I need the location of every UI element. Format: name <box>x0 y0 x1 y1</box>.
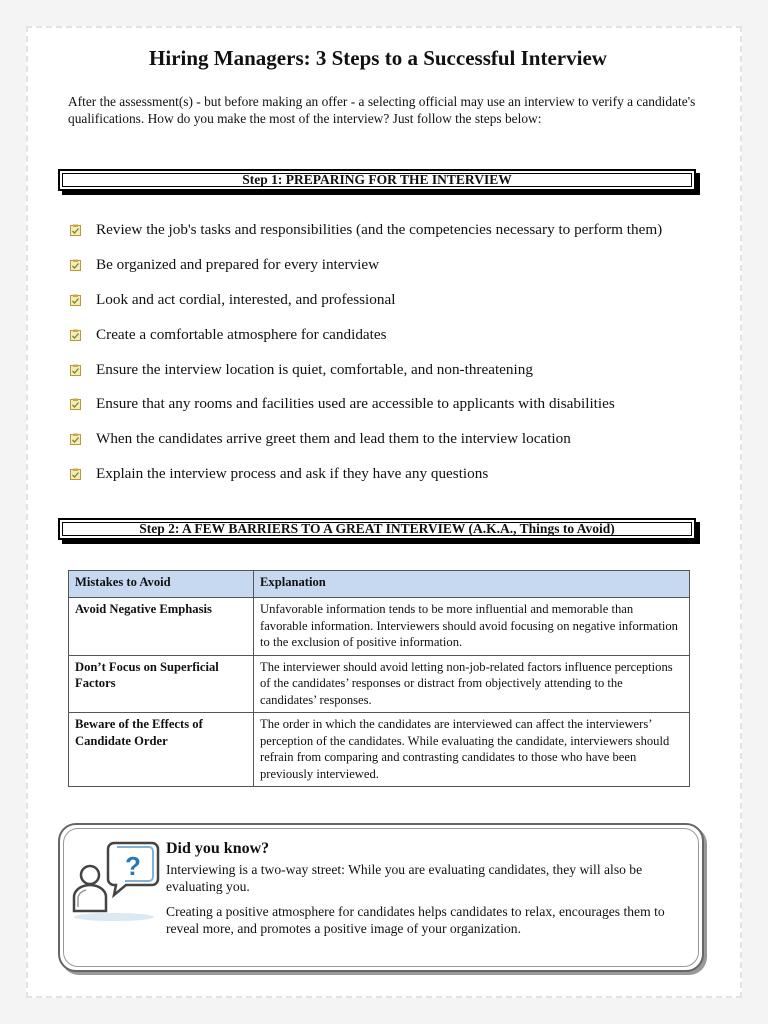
explanation-cell: Unfavorable information tends to be more influential and memorable than favorable information. Interviewers should avoid focusing on negative information to the exclusion of positive information. <box>254 598 690 656</box>
step2-heading <box>58 518 696 540</box>
did-you-know-title: Did you know? <box>166 840 270 857</box>
step1-checklist <box>68 213 728 491</box>
page-title: Hiring Managers: 3 Steps to a Successful Interview <box>149 46 607 70</box>
explanation-cell: The interviewer should avoid letting non-job-related factors influence perceptions of the candidates’ responses or distract from objectively attending to the candidates’ responses. <box>254 655 690 713</box>
clipboard-check-icon <box>70 468 81 480</box>
intro-paragraph: After the assessment(s) - but before making an offer - a selecting official may use an interview to verify a candidate's qualifications. How do you make the most of the interview? Just follow the steps below: <box>68 94 696 126</box>
step1-heading-text: Step 1: PREPARING FOR THE INTERVIEW <box>242 172 512 187</box>
list-item <box>68 213 728 248</box>
person-question-icon <box>68 837 160 929</box>
mistake-cell: Don’t Focus on Superficial Factors <box>69 655 254 713</box>
clipboard-check-icon <box>70 294 81 306</box>
list-item-text: Ensure the interview location is quiet, comfortable, and non-threatening <box>96 360 533 378</box>
list-item-text: Create a comfortable atmosphere for candidates <box>96 325 387 343</box>
list-item <box>68 352 728 387</box>
did-you-know-text <box>166 861 686 945</box>
list-item <box>68 283 728 318</box>
list-item-text: Review the job's tasks and responsibilities (and the competencies necessary to perform them) <box>96 221 663 239</box>
clipboard-check-icon <box>70 329 81 341</box>
step2-heading-text: Step 2: A FEW BARRIERS TO A GREAT INTERVIEW (A.K.A., Things to Avoid) <box>139 521 615 536</box>
column-header-mistakes: Mistakes to Avoid <box>69 571 254 598</box>
list-item <box>68 248 728 283</box>
explanation-cell: The order in which the candidates are interviewed can affect the interviewers’ perception of the candidates. While evaluating the candidate, interviewers should refrain from comparing and contrasting candidates to those who have been previously interviewed. <box>254 713 690 787</box>
mistake-cell: Avoid Negative Emphasis <box>69 598 254 656</box>
list-item <box>68 317 728 352</box>
svg-text:?: ? <box>125 851 141 881</box>
clipboard-check-icon <box>70 364 81 376</box>
did-you-know-paragraph: Creating a positive atmosphere for candidates helps candidates to relax, encourages them to reveal more, and promotes a positive image of your organization. <box>166 904 665 936</box>
did-you-know-paragraph: Interviewing is a two-way street: While you are evaluating candidates, they will also be evaluating you. <box>166 862 643 894</box>
clipboard-check-icon <box>70 433 81 445</box>
clipboard-check-icon <box>70 224 81 236</box>
column-header-explanation: Explanation <box>254 571 690 598</box>
table-header-row <box>69 571 690 598</box>
table-row <box>69 713 690 787</box>
list-item <box>68 457 728 492</box>
did-you-know-box <box>58 823 704 972</box>
list-item-text: Be organized and prepared for every interview <box>96 256 380 274</box>
mistake-cell: Beware of the Effects of Candidate Order <box>69 713 254 787</box>
list-item <box>68 387 728 422</box>
list-item-text: Look and act cordial, interested, and professional <box>96 290 396 308</box>
list-item-text: When the candidates arrive greet them and lead them to the interview location <box>96 430 571 448</box>
mistakes-table <box>68 570 690 787</box>
clipboard-check-icon <box>70 259 81 271</box>
list-item-text: Ensure that any rooms and facilities used are accessible to applicants with disabilities <box>96 395 615 413</box>
table-row <box>69 655 690 713</box>
clipboard-check-icon <box>70 398 81 410</box>
step1-heading <box>58 169 696 191</box>
list-item-text: Explain the interview process and ask if they have any questions <box>96 464 489 482</box>
table-row <box>69 598 690 656</box>
list-item <box>68 422 728 457</box>
